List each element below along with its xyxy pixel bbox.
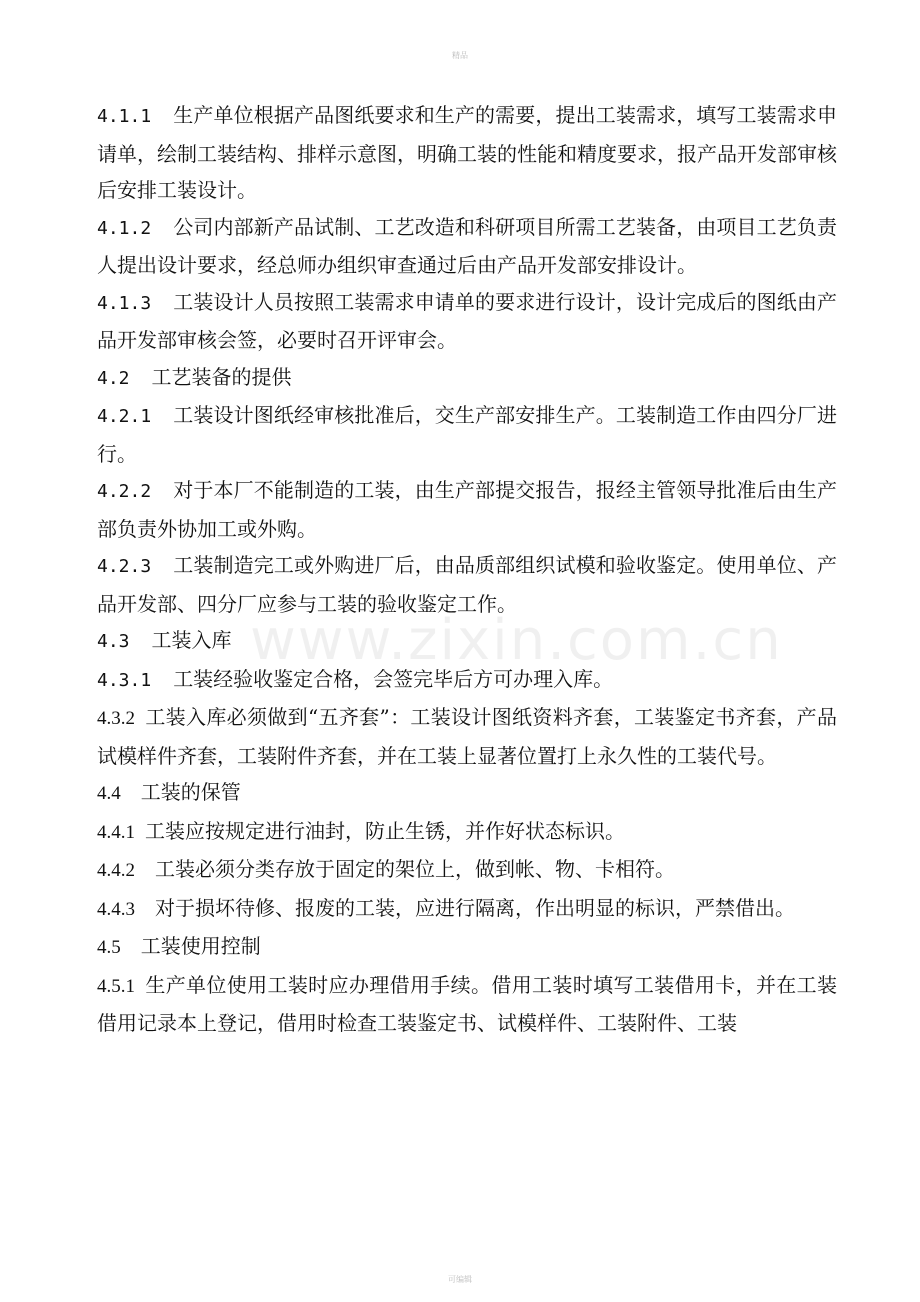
section-number: 4.4 [97, 783, 121, 804]
clause-number: 4.4.2 [97, 860, 135, 881]
paragraph-4-2-2 [97, 472, 837, 547]
clause-number: 4.1.2 [97, 217, 152, 239]
paragraph-4-3-1 [97, 661, 837, 700]
clause-text: 生产单位根据产品图纸要求和生产的需要，提出工装需求，填写工装需求申请单，绘制工装结构、排样示意图，明确工装的性能和精度要求，报产品开发部审核后安排工装设计。 [97, 103, 837, 202]
clause-number: 4.3.1 [97, 669, 152, 691]
section-heading-4-2 [97, 359, 837, 398]
section-number: 4.5 [97, 937, 121, 958]
clause-number: 4.5.1 [97, 975, 135, 997]
clause-text: 生产单位使用工装时应办理借用手续。借用工装时填写工装借用卡，并在工装借用记录本上登记，借用时检查工装鉴定书、试模样件、工装附件、工装 [97, 972, 837, 1035]
clause-text: 对于本厂不能制造的工装，由生产部提交报告，报经主管领导批准后由生产部负责外协加工或外购。 [97, 478, 837, 541]
clause-text: 工装设计人员按照工装需求申请单的要求进行设计，设计完成后的图纸由产品开发部审核会签，必要时召开评审会。 [97, 289, 837, 352]
section-heading-4-4 [97, 774, 837, 813]
footer-mark: 可编辑 [448, 1275, 472, 1284]
clause-number: 4.2.1 [97, 406, 152, 427]
section-heading-4-3 [97, 622, 837, 661]
paragraph-4-2-1 [97, 397, 837, 472]
document-body [97, 97, 837, 1042]
section-number: 4.2 [97, 367, 130, 389]
clause-number: 4.4.3 [97, 898, 135, 920]
clause-text: 工装应按规定进行油封，防止生锈，并作好状态标识。 [145, 818, 625, 843]
paragraph-4-1-3 [97, 284, 837, 359]
clause-text: 工装入库必须做到“五齐套”：工装设计图纸资料齐套，工装鉴定书齐套，产品试模样件齐套，工装附件齐套，并在工装上显著位置打上永久性的工装代号。 [97, 705, 837, 768]
clause-text: 工装设计图纸经审核批准后，交生产部安排生产。工装制造工作由四分厂进行。 [97, 403, 837, 466]
clause-number: 4.4.1 [97, 821, 135, 843]
paragraph-4-1-1 [97, 97, 837, 209]
clause-text: 公司内部新产品试制、工艺改造和科研项目所需工艺装备，由项目工艺负责人提出设计要求，经总师办组织审查通过后由产品开发部安排设计。 [97, 214, 837, 277]
clause-text: 工装制造完工或外购进厂后，由品质部组织试模和验收鉴定。使用单位、产品开发部、四分厂应参与工装的验收鉴定工作。 [97, 553, 837, 616]
clause-number: 4.2.3 [97, 556, 152, 577]
clause-text: 工装必须分类存放于固定的架位上，做到帐、物、卡相符。 [155, 857, 675, 881]
section-title: 工装入库 [151, 628, 232, 652]
paragraph-4-2-3 [97, 547, 837, 622]
clause-number: 4.3.2 [97, 708, 135, 729]
clause-number: 4.2.2 [97, 481, 152, 502]
section-title: 工装使用控制 [140, 934, 261, 958]
paragraph-4-4-1 [97, 813, 837, 852]
section-title: 工装的保管 [140, 780, 241, 804]
section-heading-4-5 [97, 928, 837, 967]
section-title: 工艺装备的提供 [151, 364, 292, 389]
paragraph-4-3-2 [97, 699, 837, 774]
paragraph-4-5-1 [97, 967, 837, 1042]
paragraph-4-4-2 [97, 851, 837, 890]
clause-text: 对于损坏待修、报废的工装，应进行隔离，作出明显的标识，严禁借出。 [155, 895, 795, 920]
section-number: 4.3 [97, 631, 130, 652]
clause-text: 工装经验收鉴定合格，会签完毕后方可办理入库。 [173, 666, 614, 691]
clause-number: 4.1.3 [97, 292, 152, 314]
clause-number: 4.1.1 [97, 106, 152, 127]
paragraph-4-1-2 [97, 209, 837, 284]
watermark: www.zixin.com.cn [250, 608, 783, 673]
header-mark: 精品 [452, 51, 468, 60]
paragraph-4-4-3 [97, 890, 837, 929]
